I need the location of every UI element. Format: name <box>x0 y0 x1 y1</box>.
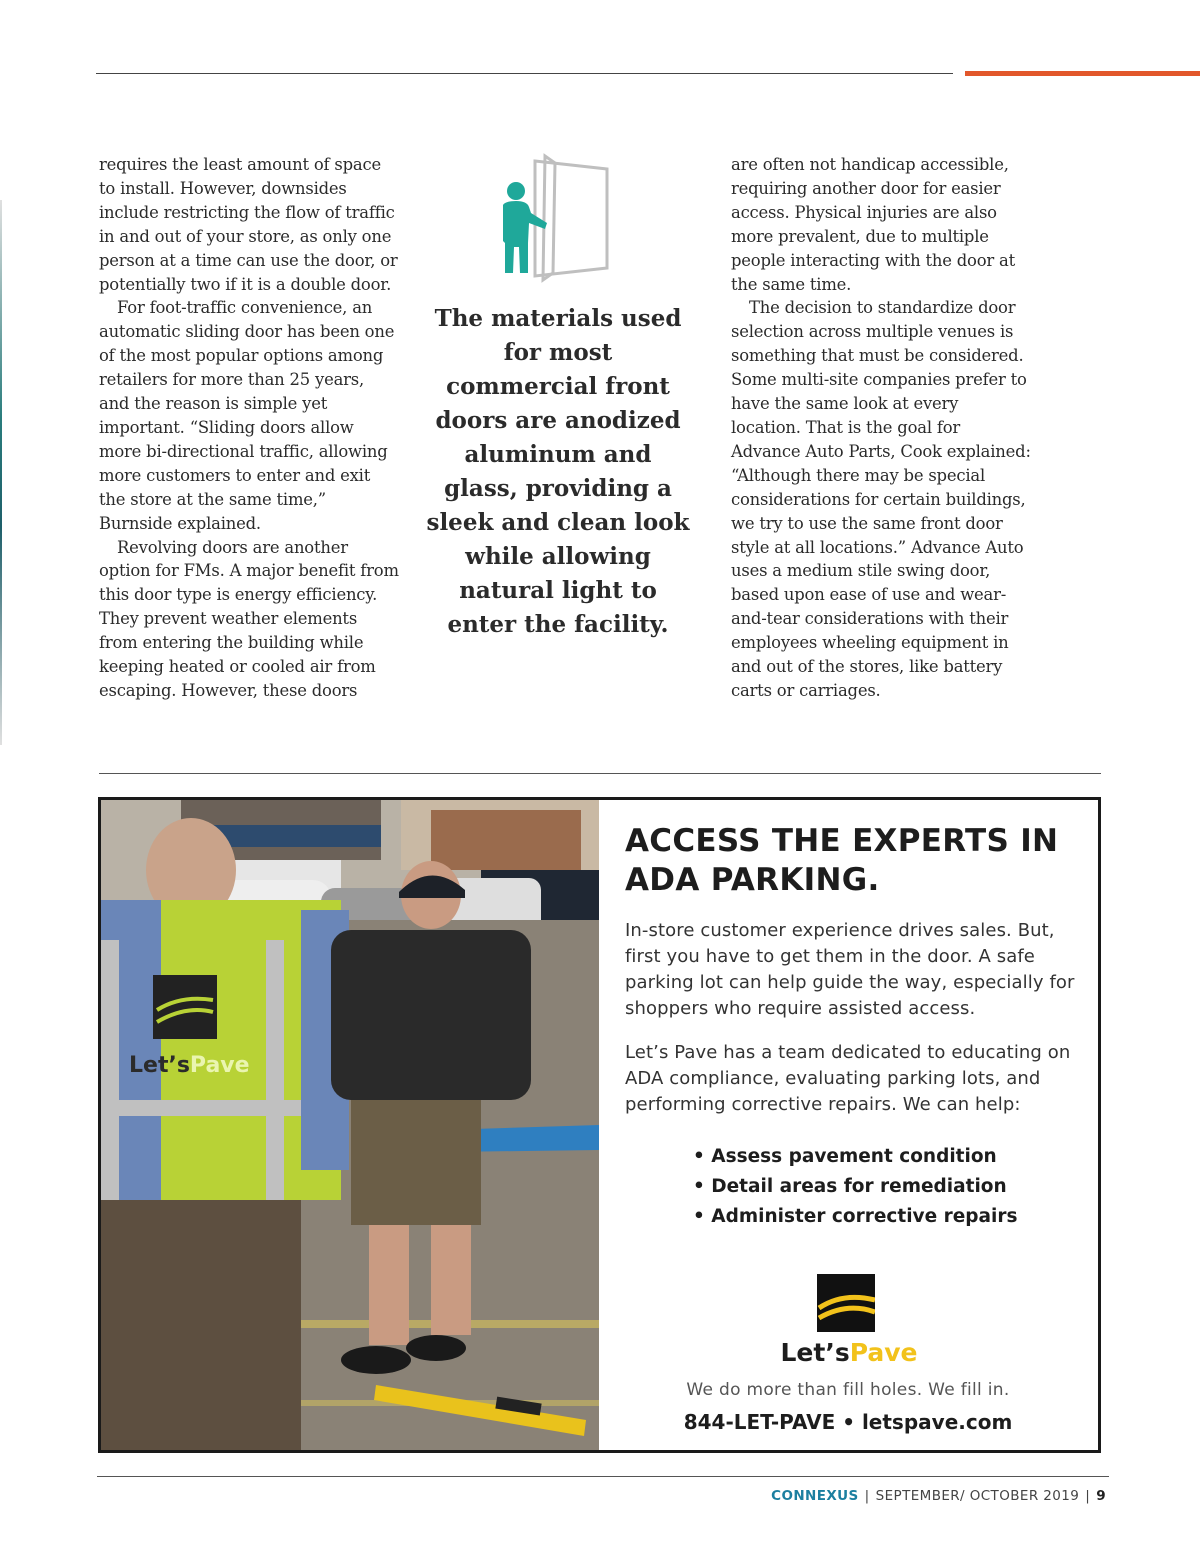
ad-body-2: Let’s Pave has a team dedicated to educating on ADA compliance, evaluating parking lots, and performing corrective repairs. We can help: <box>625 1042 1071 1115</box>
parking-lot-photo <box>101 800 599 1450</box>
page-number: 9 <box>1096 1488 1106 1504</box>
letspave-logo-icon <box>817 1274 875 1332</box>
ad-headline-line-2: ADA PARKING. <box>625 862 880 898</box>
ad-bullet-list <box>693 1142 1085 1232</box>
ad-contact: 844-LET-PAVE • letspave.com <box>683 1410 1013 1434</box>
ad-headline-line-1: ACCESS THE EXPERTS IN <box>625 823 1059 859</box>
article-right-column <box>731 153 1031 703</box>
ad-headline <box>625 822 1085 900</box>
pull-quote: The materials used for most commercial front doors are anodized aluminum and glass, providing a sleek and clean look while allowing natural light to enter the facility. <box>426 305 690 638</box>
ad-bullet-item: • Detail areas for remediation <box>693 1172 1085 1202</box>
ad-divider <box>99 773 1101 774</box>
left-paragraph-3: Revolving doors are another option for FMs. A major benefit from this door type is energy efficiency. They prevent weather elements from entering the building while keeping heated or cooled air from escaping. However, these doors <box>99 537 399 700</box>
letspave-wordmark <box>699 1338 999 1367</box>
logo-pave: Pave <box>849 1338 918 1367</box>
person-opening-door-icon <box>495 153 613 283</box>
header-rule <box>96 73 953 74</box>
ad-tagline: We do more than fill holes. We fill in. <box>686 1380 1010 1400</box>
article-left-column <box>99 153 399 703</box>
footer-brand: CONNEXUS <box>771 1488 859 1504</box>
right-paragraph-1: are often not handicap accessible, requiring another door for easier access. Physical injuries are also more prevalent, due to multiple people interacting with the door at the same time. <box>731 155 1015 294</box>
page-edge-strip <box>0 200 2 745</box>
page-footer: CONNEXUS | SEPTEMBER/ OCTOBER 2019 | 9 <box>771 1488 1106 1504</box>
ad-photo <box>101 800 599 1450</box>
left-paragraph-2: For foot-traffic convenience, an automatic sliding door has been one of the most popular options among retailers for more than 25 years, and the reason is simple yet important. “Sliding doors allow more bi-directional traffic, allowing more customers to enter and exit the store at the same time,” Burnside explained. <box>99 298 395 533</box>
advertisement <box>98 797 1101 1453</box>
footer-rule <box>97 1476 1109 1477</box>
ad-bullet-item: • Administer corrective repairs <box>693 1202 1085 1232</box>
right-paragraph-2: The decision to standardize door selection across multiple venues is something that must be considered. Some multi-site companies prefer to have the same look at every location. That is the goal for Advance Auto Parts, Cook explained: “Although there may be special considerations for certain buildings, we try to use the same front door style at all locations.” Advance Auto uses a medium stile swing door, based upon ease of use and wear-and-tear considerations with their employees wheeling equipment in and out of the stores, like battery carts or carriages. <box>731 298 1031 700</box>
left-paragraph-1: requires the least amount of space to install. However, downsides include restricting the flow of traffic in and out of your store, as only one person at a time can use the door, or potentially two if it is a double door. <box>99 155 398 294</box>
footer-issue: SEPTEMBER/ OCTOBER 2019 <box>875 1488 1080 1504</box>
logo-lets: Let’s <box>780 1338 850 1367</box>
header-accent-bar <box>965 71 1200 76</box>
ad-body-1: In-store customer experience drives sales. But, first you have to get them in the door. A safe parking lot can help guide the way, especially for shoppers who require assisted access. <box>625 920 1075 1019</box>
svg-text:Let’sPave: Let’sPave <box>129 1053 250 1078</box>
ad-copy <box>625 822 1085 1232</box>
ad-bullet-item: • Assess pavement condition <box>693 1142 1085 1172</box>
